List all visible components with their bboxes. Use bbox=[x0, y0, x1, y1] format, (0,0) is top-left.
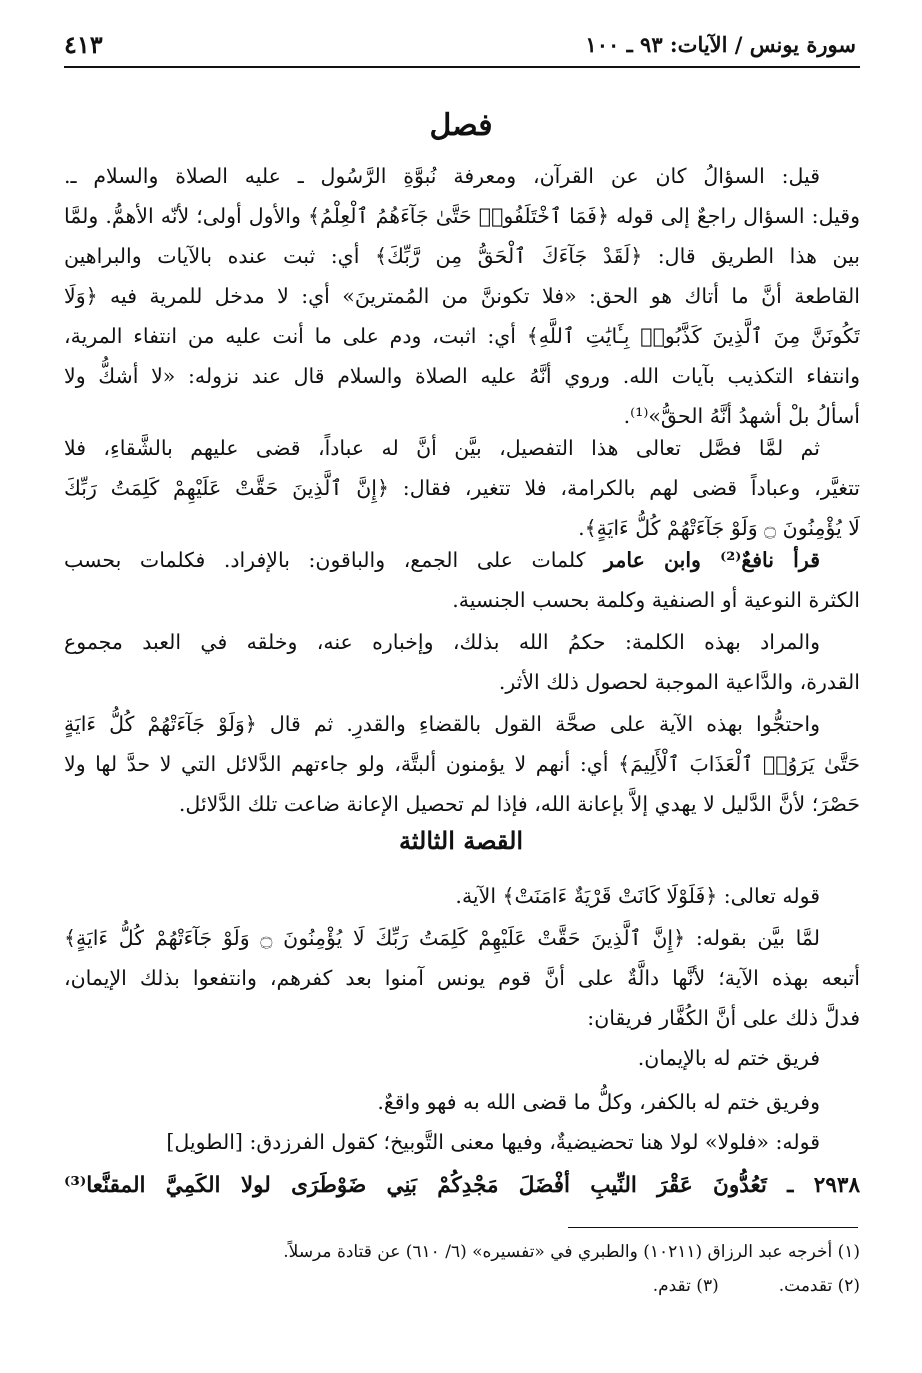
text-line: قوله: «فلولا» لولا هنا تحضيضيةٌ، وفيها معنى التَّوبيخ؛ كقول الفرزدق: [الطويل] bbox=[166, 1130, 820, 1154]
paragraph-8 bbox=[64, 1038, 860, 1078]
paragraph-3 bbox=[64, 540, 860, 620]
text-line: أتبعه بهذه الآية؛ لأنَّها دالَّةٌ على أنَّ قوم يونس آمنوا بعد كفرهم، وانتفعوا بذلك الإيمان، bbox=[64, 966, 860, 990]
text-line: قوله تعالى: ﴿فَلَوْلَا كَانَتْ قَرْيَةٌ ءَامَنَتْ﴾ الآية. bbox=[455, 884, 820, 908]
paragraph-2 bbox=[64, 428, 860, 548]
text-line: فدلَّ ذلك على أنَّ الكُفَّار فريقان: bbox=[587, 1006, 860, 1030]
text-line: واحتجُّوا بهذه الآية على صحَّة القول بالقضاءِ والقدرِ. ثم قال ﴿وَلَوْ جَآءَتْهُمْ كُلُّ ءَايَةٍ bbox=[64, 712, 820, 736]
poem-verse bbox=[64, 1166, 860, 1206]
text-line bbox=[64, 540, 860, 580]
text-line: لمَّا بيَّن بقوله: ﴿إِنَّ ٱلَّذِينَ حَقَّتْ عَلَيْهِمْ كَلِمَتُ رَبِّكَ لَا يُؤْمِنُونَ ۝ وَلَوْ جَآءَتْهُمْ كُلُّ ءَايَةٍ﴾ bbox=[64, 926, 820, 950]
text-line: أسألُ بلْ أشهدُ أنَّهُ الحقُّ»⁽¹⁾. bbox=[623, 404, 860, 428]
paragraph-4 bbox=[64, 622, 860, 702]
running-head-title: سورة يونس / الآيات: ٩٣ ـ ١٠٠ bbox=[577, 32, 856, 57]
text-line: الكثرة النوعية أو الصنفية وكلمة بحسب الجنسية. bbox=[452, 588, 860, 612]
footnote-row bbox=[64, 1271, 860, 1301]
page-number: ٤١٣ bbox=[64, 30, 111, 59]
text-line: حَصْرَ؛ لأنَّ الدَّليل لا يهدي إلاَّ بإعانة الله، فإذا لم تحصيل الإعانة ضاعت تلك الدَّلائل. bbox=[178, 792, 860, 816]
text-line: بين هذا الطريق قال: ﴿لَقَدْ جَآءَكَ ٱلْحَقُّ مِن رَّبِّكَ﴾ أي: ثبت عنده بالآيات والبراهين bbox=[64, 244, 860, 268]
paragraph-6 bbox=[64, 876, 860, 916]
text-line: لَا يُؤْمِنُونَ ۝ وَلَوْ جَآءَتْهُمْ كُلُّ ءَايَةٍ﴾. bbox=[578, 516, 860, 540]
text-line: وانتفاء التكذيب بآيات الله. وروي أنَّهُ عليه الصلاة والسلام قال عند نزوله: «لا أشكُّ ولا bbox=[64, 364, 860, 388]
text-line: فريق ختم له بالإيمان. bbox=[637, 1046, 820, 1070]
text-line: القاطعة أنَّ ما أتاك هو الحق: «فلا تكوننَّ من المُمترينَ» أي: لا مدخل للمرية فيه ﴿وَلَا bbox=[64, 284, 860, 308]
text-line: وفريق ختم له بالكفر، وكلُّ ما قضى الله به فهو واقعٌ. bbox=[377, 1090, 820, 1114]
text-line: وقيل: السؤال راجعٌ إلى قوله ﴿فَمَا ٱخْتَلَفُوا۟ حَتَّىٰ جَآءَهُمُ ٱلْعِلْمُ﴾ والأول أولى؛ لأنّه الأهمُّ. ولمَّا bbox=[64, 204, 860, 228]
paragraph-1 bbox=[64, 156, 860, 436]
paragraph-7 bbox=[64, 918, 860, 1038]
footnote-3: (٣) تقدم. bbox=[652, 1276, 719, 1296]
footnote-separator bbox=[568, 1227, 858, 1228]
text-line: والمراد بهذه الكلمة: حكمُ الله بذلك، وإخباره عنه، وخلقه في العبد مجموع bbox=[64, 630, 820, 654]
section-heading-fasl: فصل bbox=[429, 108, 493, 143]
text-line: ثم لمَّا فصَّل تعالى هذا التفصيل، بيَّن أنَّ له عباداً، قضى عليهم بالشَّقاءِ، فلا bbox=[64, 436, 820, 460]
text-line: تَكُونَنَّ مِنَ ٱلَّذِينَ كَذَّبُوا۟ بِـَٔايَٰتِ ٱللَّهِ﴾ أي: اثبت، ودم على ما أنت عليه من انتفاء المرية، bbox=[64, 324, 860, 348]
paragraph-9 bbox=[64, 1082, 860, 1122]
section-heading-third-story: القصة الثالثة bbox=[398, 826, 524, 855]
paragraph-10 bbox=[64, 1122, 860, 1162]
footnote-2: (٢) تقدمت. bbox=[778, 1276, 860, 1296]
text-line: القدرة، والدَّاعية الموجبة لحصول ذلك الأثر. bbox=[498, 670, 860, 694]
footnote-1: (١) أخرجه عبد الرزاق (١٠٢١١) والطبري في «تفسيره» (٦/ ٦١٠) عن قتادة مرسلاً. bbox=[283, 1242, 860, 1262]
text-line: تتغيَّر، وعباداً قضى لهم بالكرامة، فلا تتغير، فقال: ﴿إِنَّ ٱلَّذِينَ حَقَّتْ عَلَيْهِمْ كَلِمَتُ رَبِّكَ bbox=[64, 476, 860, 500]
reciters-names: قرأ نافعٌ⁽²⁾ وابن عامر bbox=[604, 548, 820, 572]
poem-line: ٢٩٣٨ ـ تَعُدُّونَ عَقْرَ النِّيبِ أفْضَلَ مَجْدِكُمْ بَنِي ضَوْطَرَى لولا الكَمِيَّ المقنَّعا⁽³⁾ bbox=[64, 1173, 860, 1198]
text-span: كلمات على الجمع، والباقون: بالإفراد. فكلمات بحسب bbox=[64, 548, 605, 572]
text-line: حَتَّىٰ يَرَوُا۟ ٱلْعَذَابَ ٱلْأَلِيمَ﴾ أي: أنهم لا يؤمنون ألبتَّة، ولو جاءتهم الدَّلائل التي لا حدَّ لها ولا bbox=[64, 752, 860, 776]
running-head bbox=[64, 28, 860, 68]
text-line: قيل: السؤالُ كان عن القرآن، ومعرفة نُبوَّةِ الرَّسُول ـ عليه الصلاة والسلام ـ. bbox=[64, 164, 820, 188]
paragraph-5 bbox=[64, 704, 860, 824]
